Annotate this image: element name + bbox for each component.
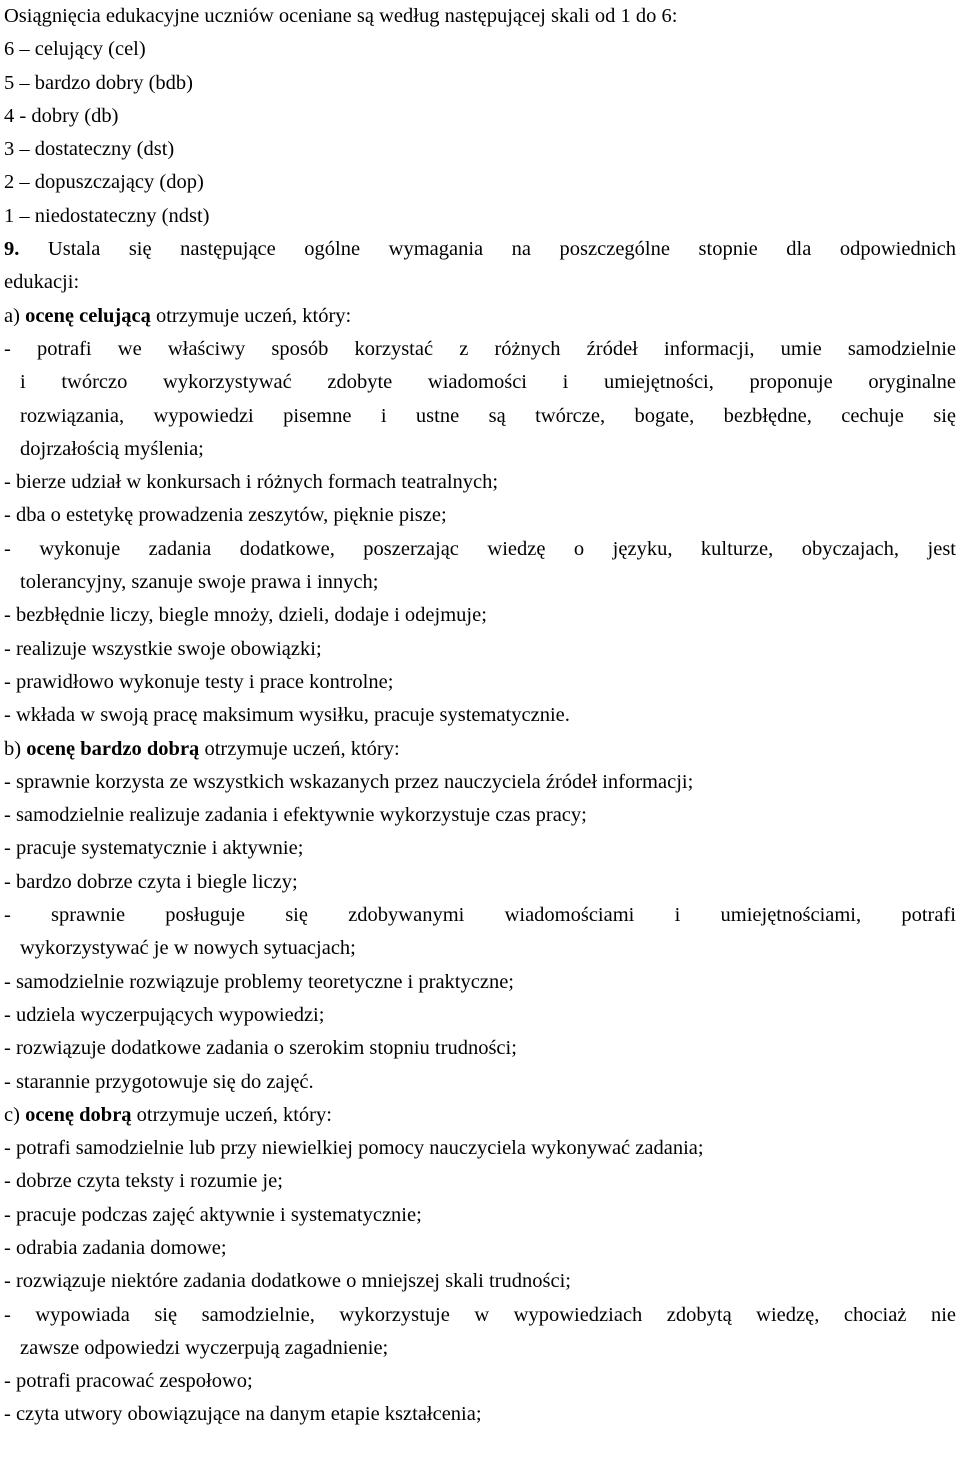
requirement-item: - potrafi we właściwy sposób korzystać z różnych źródeł informacji, umie samodzielnie bbox=[4, 337, 956, 360]
grade-5: 5 – bardzo dobry (bdb) bbox=[4, 71, 194, 94]
section-9-intro bbox=[4, 233, 956, 266]
requirement-item: - wykonuje zadania dodatkowe, poszerzając wiedzę o języku, kulturze, obyczajach, jest bbox=[4, 537, 956, 560]
grade-heading-bardzo-dobra bbox=[4, 733, 956, 766]
heading-suffix: otrzymuje uczeń, który: bbox=[199, 737, 400, 760]
requirement-item: - bierze udział w konkursach i różnych formach teatralnych; bbox=[4, 471, 499, 494]
requirements-list-dobra bbox=[4, 1132, 956, 1432]
grade-1: 1 – niedostateczny (ndst) bbox=[4, 204, 210, 227]
document-page bbox=[4, 0, 956, 1432]
section-9-intro-cont: edukacji: bbox=[4, 271, 80, 294]
requirement-item-continuation: zawsze odpowiedzi wyczerpują zagadnienie; bbox=[20, 1336, 389, 1359]
requirement-item: - czyta utwory obowiązujące na danym etapie kształcenia; bbox=[4, 1403, 482, 1426]
grade-4: 4 - dobry (db) bbox=[4, 104, 119, 127]
requirement-item: - rozwiązuje dodatkowe zadania o szerokim stopniu trudności; bbox=[4, 1037, 517, 1060]
heading-suffix: otrzymuje uczeń, który: bbox=[131, 1103, 332, 1126]
requirement-item: - pracuje podczas zajęć aktywnie i systematycznie; bbox=[4, 1203, 422, 1226]
requirement-item: - wkłada w swoją pracę maksimum wysiłku, pracuje systematycznie. bbox=[4, 704, 570, 727]
requirement-item: - samodzielnie rozwiązuje problemy teoretyczne i praktyczne; bbox=[4, 970, 514, 993]
heading-bold: ocenę dobrą bbox=[25, 1103, 132, 1126]
requirement-item-continuation: rozwiązania, wypowiedzi pisemne i ustne są twórcze, bogate, bezbłędne, cechuje się bbox=[20, 404, 956, 427]
requirement-item: - sprawnie korzysta ze wszystkich wskazanych przez nauczyciela źródeł informacji; bbox=[4, 770, 694, 793]
requirement-item: - bardzo dobrze czyta i biegle liczy; bbox=[4, 870, 298, 893]
requirement-item-continuation: dojrzałością myślenia; bbox=[20, 437, 204, 460]
heading-suffix: otrzymuje uczeń, który: bbox=[150, 304, 352, 327]
heading-bold: ocenę bardzo dobrą bbox=[26, 737, 200, 760]
grade-6: 6 – celujący (cel) bbox=[4, 38, 146, 61]
section-9-number: 9. bbox=[4, 238, 20, 261]
requirement-item: - dobrze czyta teksty i rozumie je; bbox=[4, 1170, 283, 1193]
requirements-list-bardzo-dobra bbox=[4, 766, 956, 1099]
requirement-item-continuation: tolerancyjny, szanuje swoje prawa i innych; bbox=[20, 571, 379, 594]
requirement-item-continuation: i twórczo wykorzystywać zdobyte wiadomości i umiejętności, proponuje oryginalne bbox=[20, 371, 956, 394]
requirement-item: - realizuje wszystkie swoje obowiązki; bbox=[4, 637, 322, 660]
requirement-item: - potrafi pracować zespołowo; bbox=[4, 1370, 253, 1393]
heading-bold: ocenę celującą bbox=[25, 304, 151, 327]
requirement-item: - starannie przygotowuje się do zajęć. bbox=[4, 1070, 314, 1093]
requirement-item: - sprawnie posługuje się zdobywanymi wiadomościami i umiejętnościami, potrafi bbox=[4, 904, 956, 927]
grade-3: 3 – dostateczny (dst) bbox=[4, 138, 175, 161]
requirement-item: - prawidłowo wykonuje testy i prace kontrolne; bbox=[4, 670, 394, 693]
grade-heading-dobra bbox=[4, 1099, 956, 1132]
heading-prefix: c) bbox=[4, 1103, 26, 1126]
requirement-item: - odrabia zadania domowe; bbox=[4, 1236, 227, 1259]
requirement-item: - rozwiązuje niektóre zadania dodatkowe o mniejszej skali trudności; bbox=[4, 1270, 571, 1293]
requirement-item: - dba o estetykę prowadzenia zeszytów, pięknie pisze; bbox=[4, 504, 447, 527]
section-9-intro-text: Ustala się następujące ogólne wymagania na poszczególne stopnie dla odpowiednich bbox=[47, 238, 957, 261]
requirement-item: - wypowiada się samodzielnie, wykorzystuje w wypowiedziach zdobytą wiedzę, chociaż nie bbox=[4, 1303, 956, 1326]
heading-prefix: b) bbox=[4, 737, 27, 760]
requirement-item: - potrafi samodzielnie lub przy niewielkiej pomocy nauczyciela wykonywać zadania; bbox=[4, 1137, 704, 1160]
requirement-item-continuation: wykorzystywać je w nowych sytuacjach; bbox=[20, 937, 356, 960]
grade-heading-celujaca bbox=[4, 300, 956, 333]
requirement-item: - samodzielnie realizuje zadania i efektywnie wykorzystuje czas pracy; bbox=[4, 804, 587, 827]
heading-prefix: a) bbox=[4, 304, 26, 327]
requirements-list-celujaca bbox=[4, 333, 956, 733]
requirement-item: - udziela wyczerpujących wypowiedzi; bbox=[4, 1003, 325, 1026]
requirement-item: - pracuje systematycznie i aktywnie; bbox=[4, 837, 304, 860]
grade-2: 2 – dopuszczający (dop) bbox=[4, 171, 204, 194]
scale-intro: Osiągnięcia edukacyjne uczniów oceniane są według następującej skali od 1 do 6: bbox=[4, 5, 678, 27]
requirement-item: - bezbłędnie liczy, biegle mnoży, dzieli, dodaje i odejmuje; bbox=[4, 604, 487, 627]
